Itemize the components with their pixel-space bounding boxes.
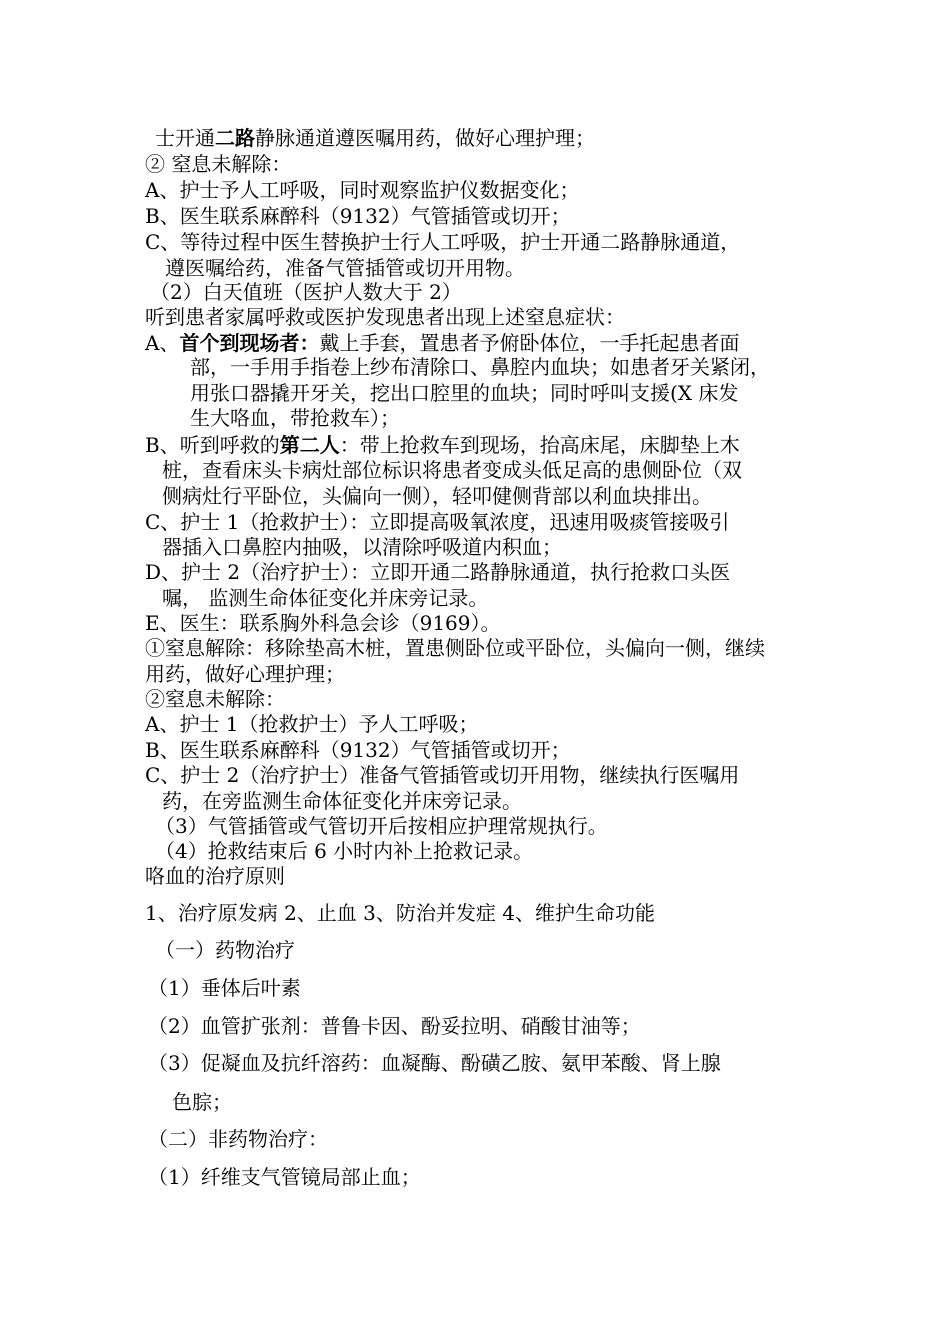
paragraph-line: 器插入口鼻腔内抽吸，以清除呼吸道内积血； bbox=[162, 535, 562, 559]
paragraph-line: 用药，做好心理护理； bbox=[145, 662, 345, 686]
paragraph-line: （3）促凝血及抗纤溶药：血凝酶、酚磺乙胺、氨甲苯酸、肾上腺 bbox=[148, 1051, 721, 1075]
paragraph-line: ①窒息解除：移除垫高木桩，置患侧卧位或平卧位，头偏向一侧，继续 bbox=[145, 636, 765, 660]
paragraph-line: B、医生联系麻醉科（9132）气管插管或切开； bbox=[145, 738, 571, 762]
paragraph-line: A、首个到现场者：戴上手套，置患者予俯卧体位，一手托起患者面 bbox=[145, 331, 740, 355]
paragraph-line: （4）抢救结束后 6 小时内补上抢救记录。 bbox=[155, 839, 534, 863]
paragraph-line: 药，在旁监测生命体征变化并床旁记录。 bbox=[162, 789, 522, 813]
paragraph-line: 用张口器撬开牙关，挖出口腔里的血块；同时呼叫支援(X 床发 bbox=[190, 381, 739, 405]
subsection-heading: （二）非药物治疗： bbox=[148, 1127, 328, 1151]
paragraph-line: ②窒息未解除： bbox=[145, 687, 285, 711]
paragraph-line: 桩，查看床头卡病灶部位标识将患者变成头低足高的患侧卧位（双 bbox=[162, 458, 742, 482]
paragraph-line: B、医生联系麻醉科（9132）气管插管或切开； bbox=[145, 204, 571, 228]
paragraph-line: A、护士予人工呼吸，同时观察监护仪数据变化； bbox=[145, 178, 580, 202]
subsection-heading: （一）药物治疗 bbox=[155, 938, 295, 962]
paragraph-line: E、医生：联系胸外科急会诊（9169）。 bbox=[145, 611, 501, 635]
paragraph-line: C、护士 1（抢救护士）：立即提高吸氧浓度，迅速用吸痰管接吸引 bbox=[145, 510, 730, 534]
paragraph-line: D、护士 2（治疗护士）：立即开通二路静脉通道，执行抢救口头医 bbox=[145, 560, 731, 584]
paragraph-line: 色腙； bbox=[172, 1090, 232, 1114]
paragraph-line: C、护士 2（治疗护士）准备气管插管或切开用物，继续执行医嘱用 bbox=[145, 763, 740, 787]
paragraph-line: A、护士 1（抢救护士）予人工呼吸； bbox=[145, 712, 479, 736]
paragraph-line: （1）纤维支气管镜局部止血； bbox=[148, 1165, 421, 1189]
paragraph-line: ② 窒息未解除： bbox=[145, 152, 292, 176]
paragraph-line: （1）垂体后叶素 bbox=[148, 976, 301, 1000]
paragraph-line: 1、治疗原发病 2、止血 3、防治并发症 4、维护生命功能 bbox=[145, 901, 655, 925]
section-heading: 咯血的治疗原则 bbox=[145, 864, 285, 888]
paragraph-line: （2）血管扩张剂：普鲁卡因、酚妥拉明、硝酸甘油等； bbox=[148, 1014, 641, 1038]
paragraph-line: （2）白天值班（医护人数大于 2） bbox=[150, 280, 462, 304]
paragraph-line: C、等待过程中医生替换护士行人工呼吸，护士开通二路静脉通道， bbox=[145, 230, 741, 254]
paragraph-line: 士开通二路静脉通道遵医嘱用药，做好心理护理； bbox=[155, 126, 595, 150]
paragraph-line: （3）气管插管或气管切开后按相应护理常规执行。 bbox=[155, 814, 608, 838]
paragraph-line: 听到患者家属呼救或医护发现患者出现上述窒息症状： bbox=[145, 305, 625, 329]
paragraph-line: B、听到呼救的第二人：带上抢救车到现场，抬高床尾，床脚垫上木 bbox=[145, 433, 740, 457]
paragraph-line: 部，一手用手指卷上纱布清除口、鼻腔内血块；如患者牙关紧闭， bbox=[190, 355, 770, 379]
paragraph-line: 侧病灶行平卧位，头偏向一侧），轻叩健侧背部以利血块排出。 bbox=[162, 484, 712, 508]
paragraph-line: 遵医嘱给药，准备气管插管或切开用物。 bbox=[165, 256, 525, 280]
paragraph-line: 嘱， 监测生命体征变化并床旁记录。 bbox=[162, 586, 489, 610]
paragraph-line: 生大咯血，带抢救车）； bbox=[190, 406, 400, 430]
